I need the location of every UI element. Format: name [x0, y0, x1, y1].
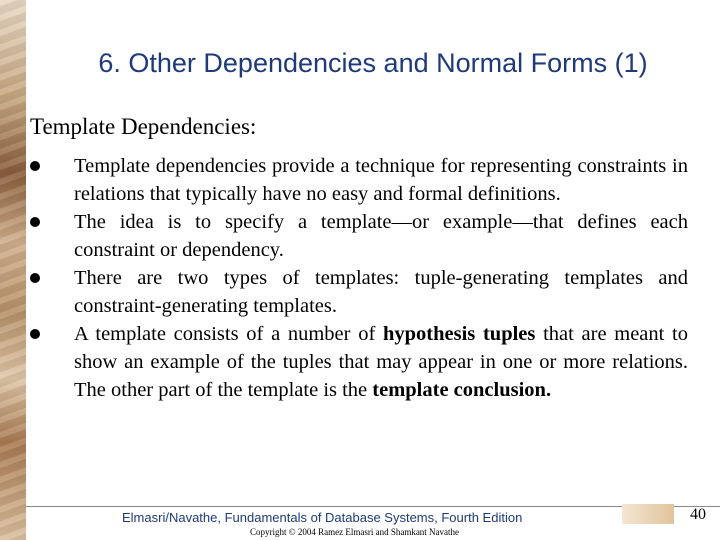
page-number: 40 [690, 506, 706, 523]
bold-term: hypothesis tuples [382, 323, 536, 345]
footer-decoration [622, 504, 674, 524]
bullet-dot-icon [30, 161, 40, 171]
bold-term: template conclusion. [372, 379, 552, 401]
text-run: There are two types of templates: tuple-generating templates and constraint-generating templates. [74, 267, 688, 317]
copyright-notice: Copyright © 2004 Ramez Elmasri and Shamkant Navathe [250, 527, 460, 537]
footer-divider [26, 506, 720, 507]
slide-title: 6. Other Dependencies and Normal Forms (1) [98, 48, 648, 78]
text-run: A template consists of a number of [74, 323, 383, 345]
bullet-item [26, 152, 716, 208]
text-run: that are meant to show an example of the tuples that may appear in one or more relations. The other part of the template is the [74, 323, 688, 401]
text-run: Template dependencies provide a technique for representing constraints in relations that typically have no easy and formal definitions. [74, 155, 688, 205]
bullet-text [74, 320, 688, 404]
bullet-item [26, 208, 716, 264]
bullet-dot-icon [30, 217, 40, 227]
bullet-text [74, 264, 688, 320]
bullet-text [74, 152, 688, 208]
bullet-dot-icon [30, 273, 40, 283]
bullet-list [26, 152, 716, 404]
sand-texture [0, 0, 26, 540]
footer-citation: Elmasri/Navathe, Fundamentals of Database Systems, Fourth Edition [122, 510, 523, 525]
bullet-item [26, 320, 716, 404]
section-heading: Template Dependencies: [30, 114, 257, 139]
text-run: The idea is to specify a template—or example—that defines each constraint or dependency. [74, 211, 688, 261]
bullet-text [74, 208, 688, 264]
slide-content [26, 0, 720, 540]
bullet-item [26, 264, 716, 320]
bullet-dot-icon [30, 329, 40, 339]
